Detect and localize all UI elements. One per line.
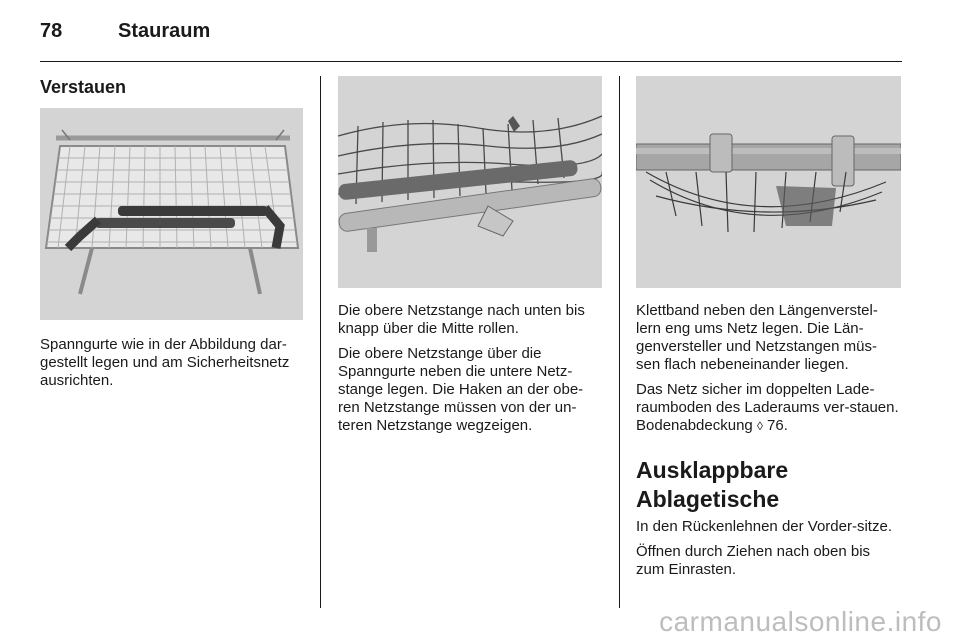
section-title-ablagetische [636, 456, 901, 514]
cross-reference-icon: ◊ [756, 419, 763, 433]
paragraph: Klettband neben den Längenverstel-lern eng ums Netz legen. Die Län-genversteller und Netzstangen müs-sen flach nebeneinander liegen. [636, 302, 878, 373]
column-1 [40, 76, 303, 397]
paragraph: In den Rückenlehnen der Vorder-sitze. [636, 518, 892, 535]
page-title: Stauraum [118, 20, 211, 42]
watermark: carmanualsonline.info [659, 606, 942, 637]
paragraph: Die obere Netzstange nach unten bis knapp über die Mitte rollen. [338, 302, 585, 337]
column-divider [320, 76, 321, 608]
column-3 [636, 76, 901, 586]
paragraph: Spanngurte wie in der Abbildung dar-gestellt legen und am Sicherheitsnetz ausrichten. [40, 336, 290, 389]
paragraph-with-reference [636, 381, 901, 435]
section-title-line: Ausklappbare [636, 457, 789, 483]
header-rule [40, 61, 902, 62]
column-2 [338, 76, 602, 442]
section-title-line: Ablagetische [636, 486, 780, 512]
velcro-strap-illustration [636, 76, 901, 288]
paragraph-text: Das Netz sicher im doppelten Lade-raumboden des Laderaums ver-stauen. Bodenabdeckung [636, 381, 899, 434]
section-title-verstauen: Verstauen [40, 77, 127, 97]
page-header [40, 16, 900, 48]
paragraph: Die obere Netzstange über die Spanngurte neben die untere Netz-stange legen. Die Haken an der obe-ren Netzstange müssen von der un-teren Netzstange wegzeigen. [338, 345, 584, 434]
page-number: 78 [40, 20, 63, 42]
net-rod-rolled-illustration [338, 76, 602, 288]
paragraph: Öffnen durch Ziehen nach oben bis zum Einrasten. [636, 543, 871, 578]
column-divider [619, 76, 620, 608]
reference-page[interactable]: 76. [762, 417, 788, 434]
cargo-net-illustration [40, 108, 303, 320]
